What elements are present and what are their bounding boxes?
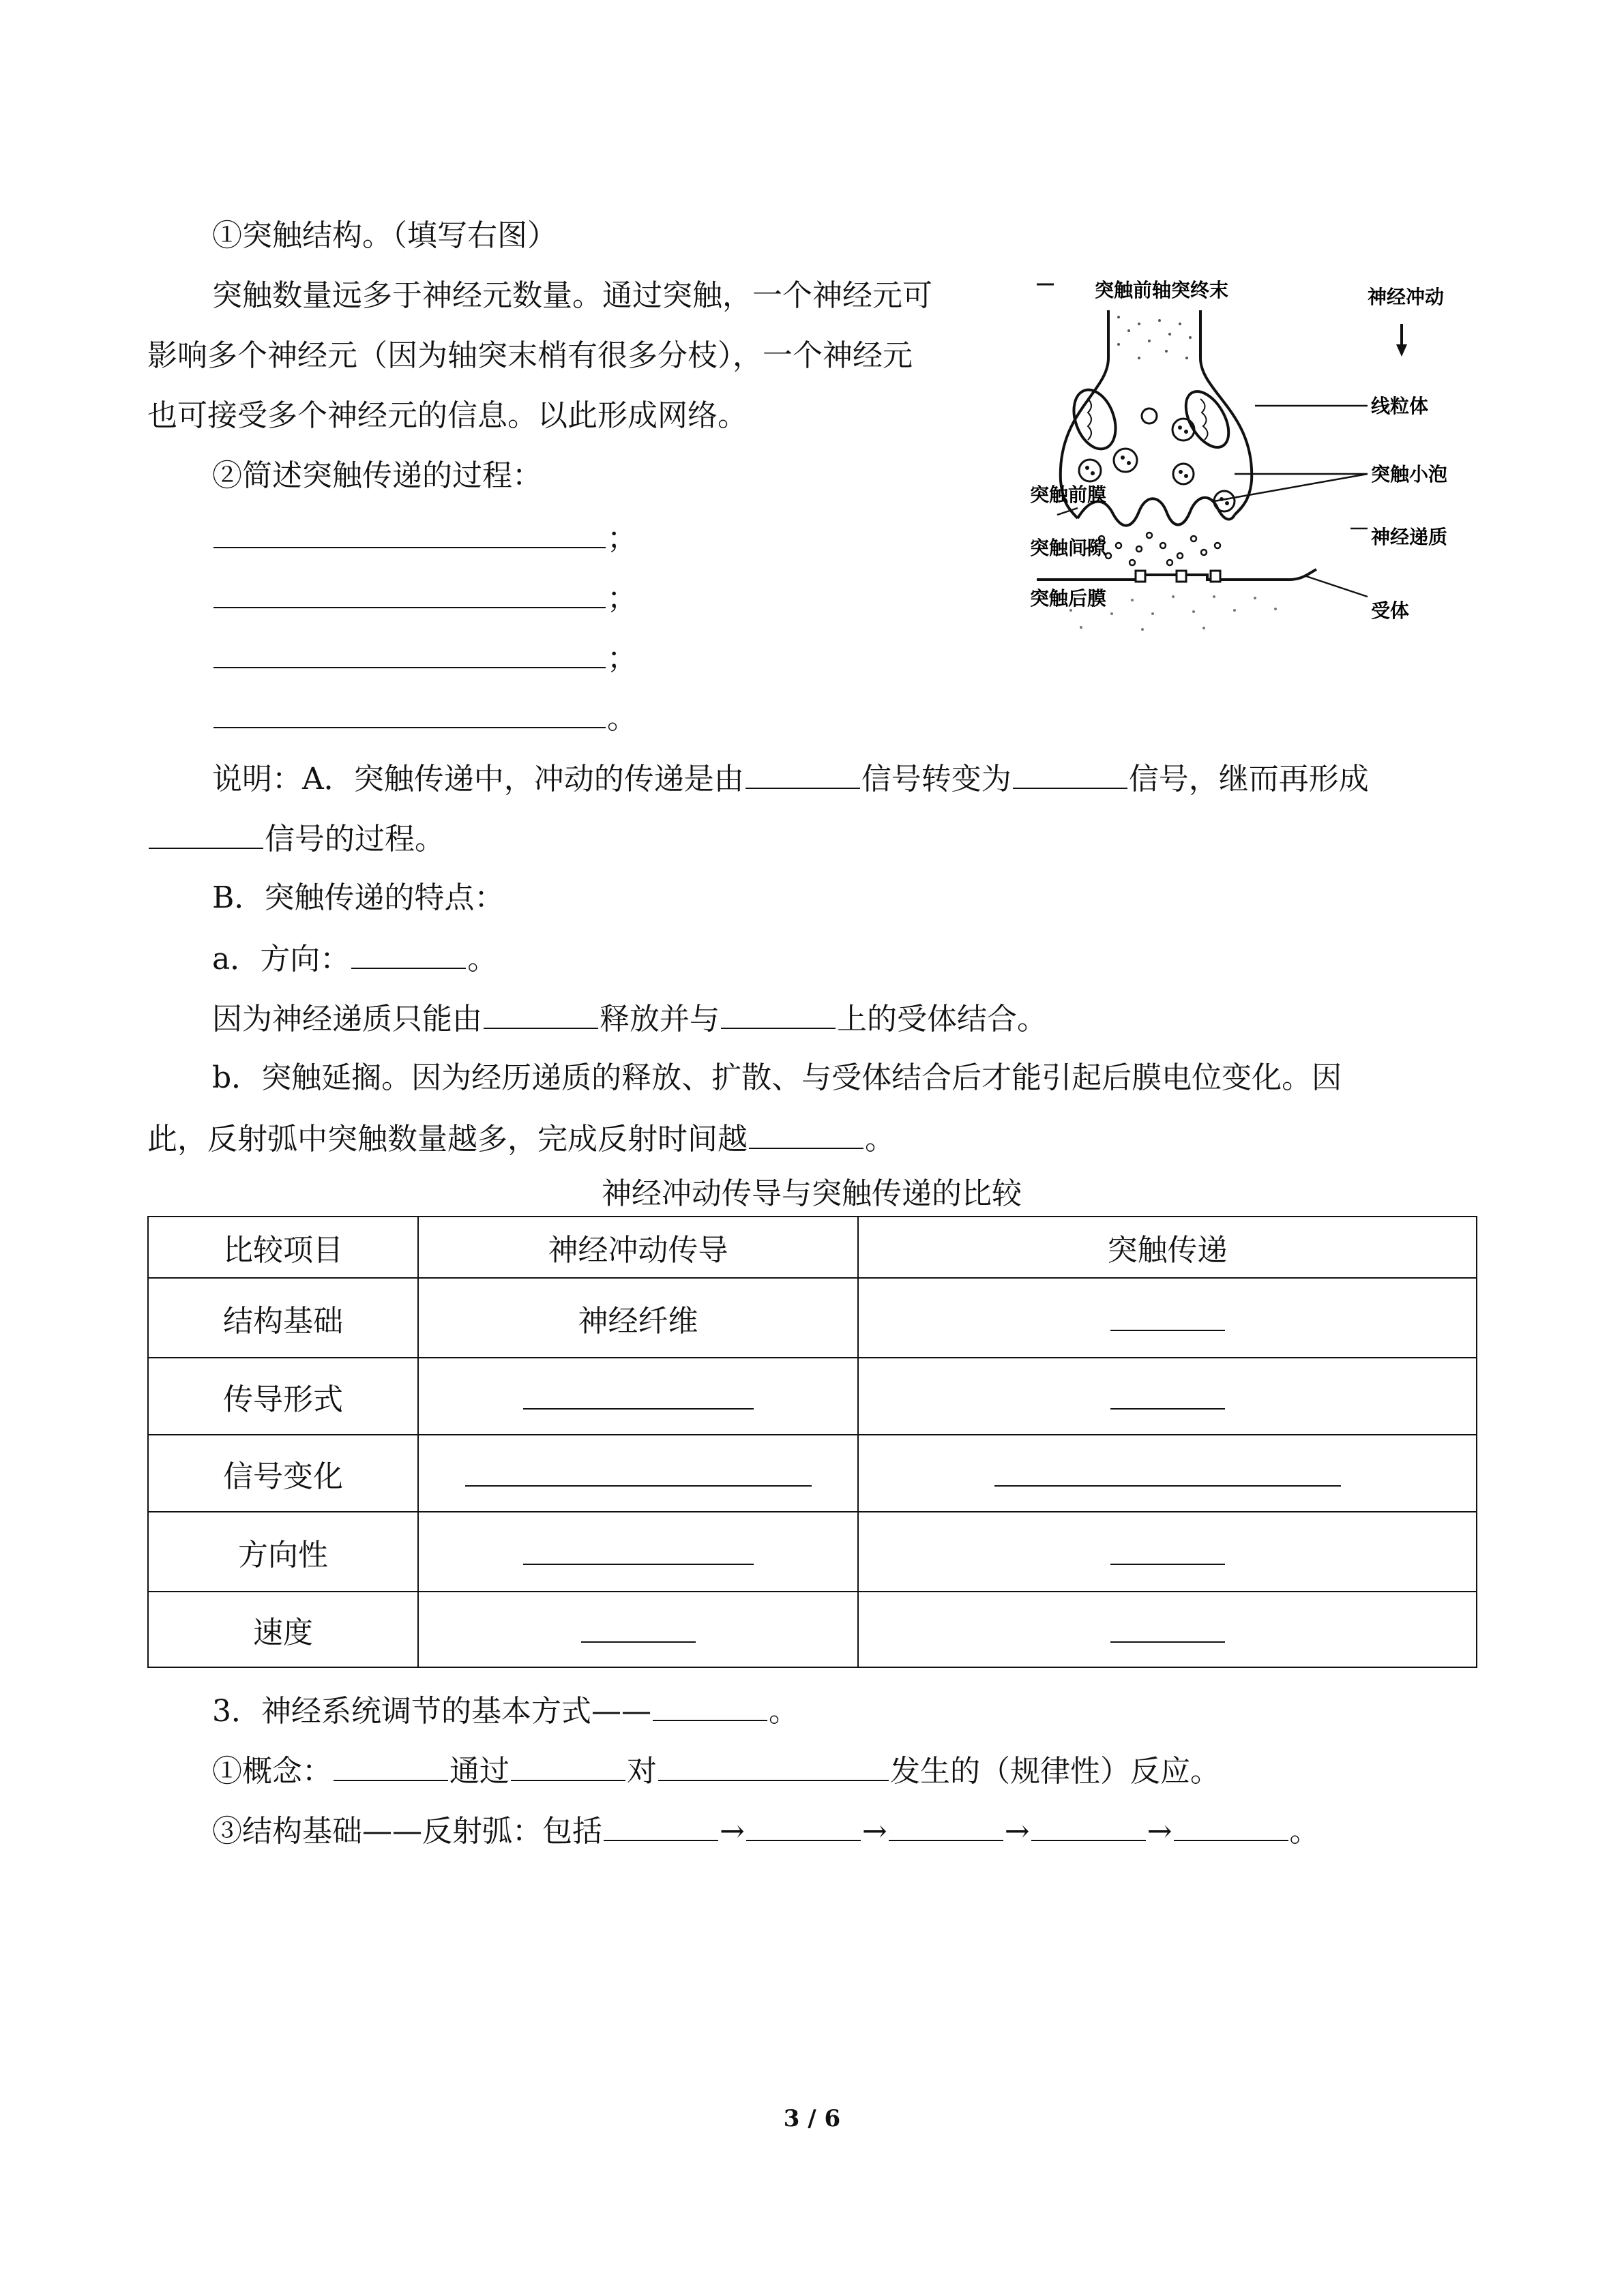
blank[interactable]	[721, 998, 836, 1029]
label-cleft: 突触间隙	[1030, 537, 1107, 559]
row-item: 传导形式	[148, 1358, 418, 1435]
row-item: 速度	[148, 1592, 418, 1667]
table-row	[148, 1435, 1477, 1512]
section-heading-synapse-structure: ①突触结构。（填写右图）	[212, 218, 557, 253]
label-nerve-impulse: 神经冲动	[1368, 286, 1445, 308]
blank[interactable]	[604, 1810, 718, 1841]
answer-cell[interactable]	[418, 1435, 858, 1512]
blank[interactable]	[889, 1810, 1003, 1841]
table-header-row	[148, 1217, 1477, 1278]
arrow-icon: →	[720, 1814, 745, 1849]
header-cell: 神经冲动传导	[418, 1217, 858, 1278]
row-item: 信号变化	[148, 1435, 418, 1512]
blank[interactable]	[1174, 1810, 1288, 1841]
comparison-table	[147, 1216, 1477, 1668]
blank[interactable]	[351, 938, 466, 969]
header-cell: 突触传递	[858, 1217, 1477, 1278]
table-row	[148, 1278, 1477, 1358]
synapse-diagram	[1030, 276, 1473, 644]
process-line-1[interactable]: ；	[212, 517, 637, 559]
blank[interactable]	[1013, 758, 1127, 789]
blank[interactable]	[745, 758, 860, 789]
label-mitochondrion: 线粒体	[1371, 395, 1429, 417]
process-line-2[interactable]: ；	[212, 577, 637, 619]
label-neurotransmitter: 神经递质	[1371, 526, 1448, 548]
blank[interactable]	[149, 818, 263, 849]
blank[interactable]	[484, 998, 598, 1029]
section-3-heading: 3．神经系统调节的基本方式—— 。	[212, 1690, 799, 1732]
label-postsynaptic-membrane: 突触后膜	[1030, 587, 1107, 610]
process-line-3[interactable]: ；	[212, 637, 637, 679]
page-number: 3 / 6	[783, 2105, 841, 2132]
table-row	[148, 1512, 1477, 1592]
arrow-icon: →	[1147, 1814, 1172, 1849]
blank[interactable]	[1031, 1810, 1146, 1841]
section-heading-process: ②简述突触传递的过程：	[212, 458, 542, 493]
paragraph-line: 影响多个神经元（因为轴突末梢有很多分枝），一个神经元	[147, 338, 913, 373]
label-receptor: 受体	[1371, 599, 1410, 622]
answer-cell[interactable]	[858, 1435, 1477, 1512]
conduction-cell: 神经纤维	[418, 1278, 858, 1358]
answer-cell[interactable]	[858, 1278, 1477, 1358]
answer-cell[interactable]	[418, 1358, 858, 1435]
label-vesicle: 突触小泡	[1371, 463, 1448, 486]
blank[interactable]	[653, 1690, 767, 1721]
paragraph-line: 突触数量远多于神经元数量。通过突触，一个神经元可	[212, 278, 932, 313]
answer-cell[interactable]	[858, 1592, 1477, 1667]
label-presynaptic-terminal: 突触前轴突终末	[1095, 279, 1229, 301]
reflex-arc-line: ③结构基础——反射弧：包括 → → → → 。	[212, 1810, 1320, 1852]
blank[interactable]	[334, 1750, 448, 1781]
arrow-icon: →	[1004, 1814, 1030, 1849]
delay-line1: b．突触延搁。因为经历递质的释放、扩散、与受体结合后才能引起后膜电位变化。因	[212, 1060, 1342, 1095]
table-title: 神经冲动传导与突触传递的比较	[602, 1176, 1022, 1211]
row-item: 方向性	[148, 1512, 418, 1592]
header-cell: 比较项目	[148, 1217, 418, 1278]
label-presynaptic-membrane: 突触前膜	[1030, 483, 1107, 506]
note-a-line1: 说明：A．突触传递中，冲动的传递是由 信号转变为 信号，继而再形成	[212, 758, 1369, 800]
blank[interactable]	[749, 1118, 863, 1149]
table-row	[148, 1592, 1477, 1667]
row-item: 结构基础	[148, 1278, 418, 1358]
section-b-title: B．突触传递的特点：	[212, 880, 505, 915]
paragraph-line: 也可接受多个神经元的信息。以此形成网络。	[147, 398, 748, 433]
blank[interactable]	[746, 1810, 861, 1841]
note-a-line2: 信号的过程。	[147, 818, 445, 860]
table-row	[148, 1358, 1477, 1435]
answer-cell[interactable]	[418, 1512, 858, 1592]
blank[interactable]	[511, 1750, 625, 1781]
answer-cell[interactable]	[858, 1358, 1477, 1435]
direction-line: a．方向： 。	[212, 938, 497, 980]
blank[interactable]	[658, 1750, 889, 1781]
process-line-4[interactable]: 。	[212, 697, 637, 739]
answer-cell[interactable]	[858, 1512, 1477, 1592]
delay-line2: 此，反射弧中突触数量越多，完成反射时间越 。	[147, 1118, 895, 1160]
arrow-icon: →	[861, 1814, 887, 1849]
concept-line: ①概念： 通过 对 发生的（规律性）反应。	[212, 1750, 1220, 1792]
reason-line: 因为神经递质只能由 释放并与 上的受体结合。	[212, 998, 1047, 1040]
answer-cell[interactable]	[418, 1592, 858, 1667]
